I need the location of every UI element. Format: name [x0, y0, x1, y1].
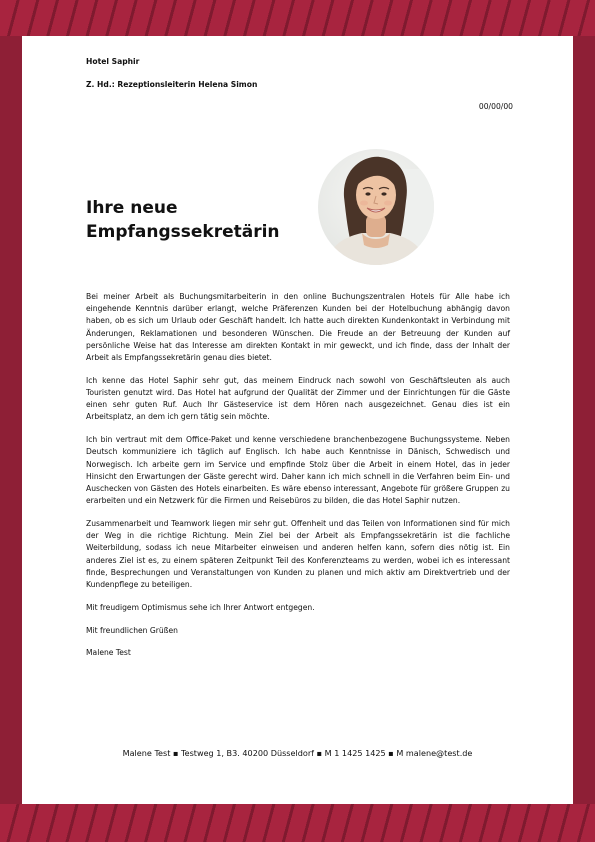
letter-title: Ihre neue Empfangssekretärin — [86, 198, 280, 242]
body-paragraph-2: Ich kenne das Hotel Saphir sehr gut, das meinem Eindruck nach sowohl von Geschäftsleuten als auch Touristen genutzt wird. Das Hotel hat aufgrund der Qualität der Zimmer und der Einrichtungen für die Gäste einen sehr guten Ruf. Auch Ihr Gästeservice ist dem Hören nach ausgezeichnet. Genau dies ist ein Arbeitsplatz, an dem ich gern tätig sein möchte. — [86, 375, 510, 422]
recipient-attention: Z. Hd.: Rezeptionsleiterin Helena Simon — [86, 80, 258, 89]
letter-page — [22, 36, 573, 804]
recipient-company: Hotel Saphir — [86, 57, 140, 66]
closing-sentence: Mit freudigem Optimismus sehe ich Ihrer Antwort entgegen. — [86, 602, 315, 612]
decorative-border-top — [0, 0, 595, 36]
portrait-photo — [318, 149, 434, 265]
body-paragraph-3: Ich bin vertraut mit dem Office-Paket und kenne verschiedene branchenbezogene Buchungssysteme. Neben Deutsch kommuniziere ich täglich auf Englisch. Ich habe auch Kenntnisse in Dänisch, Schwedisch und Norwegisch. Ich arbeite gern im Service und empfinde Stolz über die Arbeit in einem Hotel, das in jeder Hinsicht den Erwartungen der Gäste gerecht wird. Daher kann ich mich schnell in die Verfahren beim Ein- und Auschecken von Gästen des Hotels einarbeiten. Es wäre ebenso interessant, Angebote für größere Gruppen zu erarbeiten und ein Netzwerk für die Firmen und Reisebüros zu bilden, die das Hotel Saphir nutzen. — [86, 435, 510, 506]
greeting: Mit freundlichen Grüßen — [86, 625, 178, 635]
portrait-photo-icon — [318, 149, 434, 265]
letter-date: 00/00/00 — [478, 102, 513, 111]
body-paragraph-1: Bei meiner Arbeit als Buchungsmitarbeiterin in den online Buchungszentralen Hotels für Alle habe ich eingehende Kenntnis darüber erlangt, welche Präferenzen Kunden bei der Hotelbuchung abhängig davon haben, ob es sich um Urlaub oder Geschäft handelt. Ich hatte auch direkten Kundenkontakt in Verbindung mit Änderungen, Reklamationen und besonderen Wünschen. Die Freude an der Betreuung der Kunden auf persönliche Weise hat das Interesse am direkten Kontakt in mir geweckt, und ich finde, dass der Inhalt der Arbeit als Empfangssekretärin genau dies bietet. — [86, 292, 510, 363]
signature-name: Malene Test — [86, 648, 131, 658]
decorative-border-bottom — [0, 804, 595, 842]
letter-body — [86, 291, 510, 670]
contact-footer: Malene Test ▪ Testweg 1, B3. 40200 Düsseldorf ▪ M 1 1425 1425 ▪ M malene@test.de — [122, 748, 473, 758]
body-paragraph-4: Zusammenarbeit und Teamwork liegen mir sehr gut. Offenheit und das Teilen von Informationen sind für mich der Weg in die richtige Richtung. Mein Ziel bei der Arbeit als Empfangssekretärin ist die fachliche Weiterbildung, sodass ich neue Mitarbeiter einweisen und anderen helfen kann, sofern dies nötig ist. Ein anderes Ziel ist es, zu einem späteren Zeitpunkt Teil des Konferenzteams zu werden, wobei ich es interessant finde, Besprechungen und Veranstaltungen von Kunden zu planen und mich aktiv am Direktvertrieb und der Kundenpflege zu beteiligen. — [86, 519, 510, 590]
